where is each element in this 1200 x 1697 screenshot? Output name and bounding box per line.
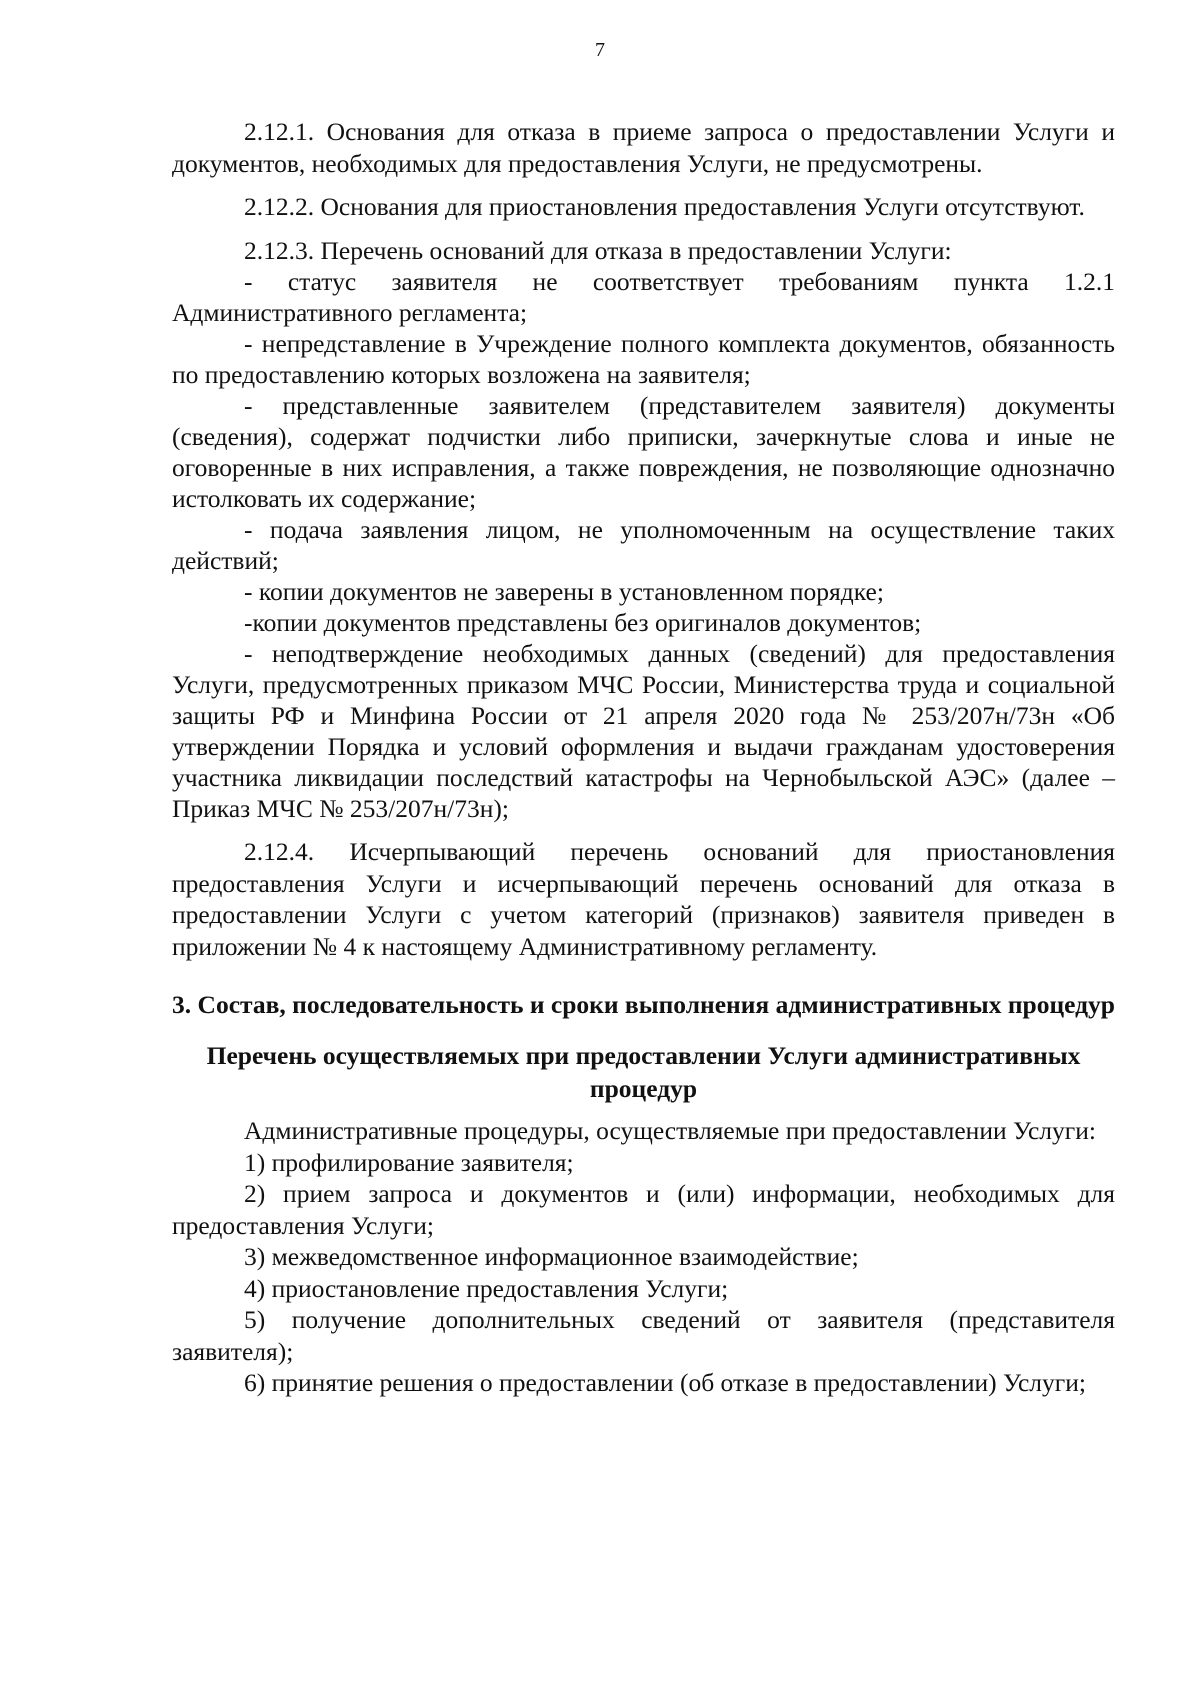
procedure-item: 1) профилирование заявителя; — [244, 1147, 574, 1177]
procedures-intro: Административные процедуры, осуществляемые при предоставлении Услуги: — [244, 1116, 1096, 1145]
refusal-item: -копии документов представлены без оригиналов документов; — [244, 608, 922, 637]
paragraph-2-12-3: 2.12.3. Перечень оснований для отказа в предоставлении Услуги: — [244, 235, 952, 265]
sub-heading: Перечень осуществляемых при предоставлении Услуги административных процедур — [206, 1041, 1081, 1103]
page-number: 7 — [595, 39, 605, 61]
paragraph-2-12-2: 2.12.2. Основания для приостановления предоставления Услуги отсутствуют. — [244, 192, 1085, 221]
procedure-item: 5) получение дополнительных сведений от заявителя (представителя заявителя); — [172, 1305, 1115, 1366]
refusal-item: - непредставление в Учреждение полного комплекта документов, обязанность по предоставлению которых возложена на заявителя; — [172, 329, 1115, 389]
refusal-item: - представленные заявителем (представителем заявителя) документы (сведения), содержат подчистки либо приписки, зачеркнутые слова и иные не оговоренные в них исправления, а также повреждения, не позволяющие однозначно истолковать их содержание; — [172, 391, 1115, 513]
refusal-item: - подача заявления лицом, не уполномоченным на осуществление таких действий; — [172, 515, 1115, 575]
procedure-item: 2) прием запроса и документов и (или) информации, необходимых для предоставления Услуги; — [172, 1179, 1115, 1240]
procedure-item: 6) принятие решения о предоставлении (об отказе в предоставлении) Услуги; — [244, 1368, 1086, 1397]
procedure-item: 3) межведомственное информационное взаимодействие; — [244, 1242, 859, 1271]
procedure-item: 4) приостановление предоставления Услуги; — [244, 1273, 729, 1303]
paragraph-2-12-1: 2.12.1. Основания для отказа в приеме запроса о предоставлении Услуги и документов, необходимых для предоставления Услуги, не предусмотрены. — [172, 117, 1115, 178]
section-heading: 3. Состав, последовательность и сроки выполнения административных процедур — [172, 990, 1115, 1019]
refusal-item: - статус заявителя не соответствует требованиям пункта 1.2.1 Административного регламента; — [172, 267, 1115, 327]
refusal-item: - неподтверждение необходимых данных (сведений) для предоставления Услуги, предусмотренных приказом МЧС России, Министерства труда и социальной защиты РФ и Минфина России от 21 апреля 2020 года № 253/207н/73н «Об утверждении Порядка и условий оформления и выдачи гражданам удостоверения участника ликвидации последствий катастрофы на Чернобыльской АЭС» (далее – Приказ МЧС № 253/207н/73н); — [172, 639, 1115, 823]
document-body — [172, 116, 1115, 1399]
refusal-item: - копии документов не заверены в установленном порядке; — [244, 577, 884, 606]
paragraph-2-12-4: 2.12.4. Исчерпывающий перечень оснований для приостановления предоставления Услуги и исчерпывающий перечень оснований для отказа в предоставлении Услуги с учетом категорий (признаков) заявителя приведен в приложении № 4 к настоящему Административному регламенту. — [172, 837, 1115, 961]
